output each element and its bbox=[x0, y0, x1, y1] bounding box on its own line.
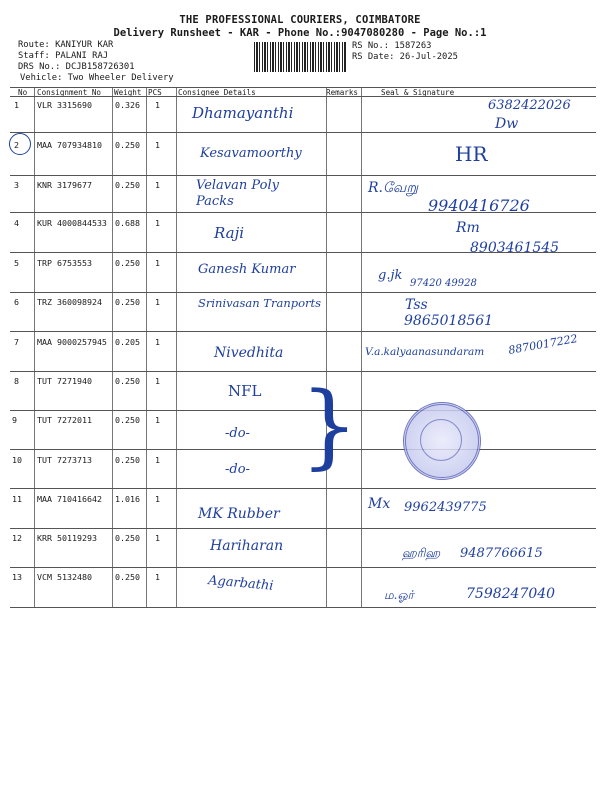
row-consignment-no: KNR 3179677 bbox=[37, 180, 92, 190]
row-weight: 0.250 bbox=[115, 297, 140, 307]
row-consignment-no: VCM 5132480 bbox=[37, 572, 92, 582]
row-consignment-no: KUR 4000844533 bbox=[37, 218, 107, 228]
table-top-rule bbox=[10, 87, 596, 88]
col-header-remarks: Remarks bbox=[326, 88, 359, 97]
drs-label: DRS No.: DCJB158726301 bbox=[18, 62, 135, 72]
column-divider bbox=[34, 87, 35, 607]
row-weight: 0.250 bbox=[115, 455, 140, 465]
staff-label: Staff: PALANI RAJ bbox=[18, 51, 109, 61]
consignee-handwriting: Agarbathi bbox=[207, 573, 275, 594]
consignee-handwriting: Velavan Poly Packs bbox=[196, 178, 279, 209]
circled-number-mark bbox=[9, 133, 31, 155]
phone-handwriting: 8903461545 bbox=[470, 240, 560, 256]
row-pcs: 1 bbox=[155, 258, 160, 268]
row-weight: 0.688 bbox=[115, 218, 140, 228]
phone-handwriting: 6382422026 bbox=[488, 98, 571, 113]
col-header-consignee: Consignee Details bbox=[178, 88, 256, 97]
row-sno: 4 bbox=[14, 218, 19, 228]
signature-handwriting: Mx bbox=[368, 496, 391, 512]
phone-handwriting: 7598247040 bbox=[466, 586, 556, 602]
col-header-pcs: PCS bbox=[148, 88, 162, 97]
row-sno: 10 bbox=[12, 455, 22, 465]
barcode-graphic bbox=[254, 42, 346, 72]
column-divider bbox=[326, 87, 327, 607]
signature-handwriting: ஹரிஹ bbox=[402, 546, 441, 560]
consignee-handwriting: Hariharan bbox=[210, 538, 284, 554]
row-pcs: 1 bbox=[155, 100, 160, 110]
phone-handwriting: 97420 49928 bbox=[410, 278, 477, 289]
row-consignment-no: MAA 710416642 bbox=[37, 494, 102, 504]
row-pcs: 1 bbox=[155, 337, 160, 347]
row-sno: 13 bbox=[12, 572, 22, 582]
row-rule bbox=[10, 132, 596, 133]
consignee-handwriting: Raji bbox=[214, 224, 245, 242]
row-rule bbox=[10, 567, 596, 568]
rs-number: RS No.: 1587263 bbox=[352, 41, 432, 51]
row-weight: 0.205 bbox=[115, 337, 140, 347]
consignee-handwriting: Kesavamoorthy bbox=[200, 146, 302, 161]
col-header-seal: Seal & Signature bbox=[381, 88, 455, 97]
signature-handwriting: HR bbox=[455, 142, 488, 166]
row-pcs: 1 bbox=[155, 297, 160, 307]
signature-handwriting: Dw bbox=[495, 116, 519, 132]
row-consignment-no: TRP 6753553 bbox=[37, 258, 92, 268]
row-sno: 5 bbox=[14, 258, 19, 268]
row-rule bbox=[10, 331, 596, 332]
row-consignment-no: KRR 50119293 bbox=[37, 533, 97, 543]
row-rule bbox=[10, 175, 596, 176]
row-rule bbox=[10, 528, 596, 529]
row-weight: 0.250 bbox=[115, 258, 140, 268]
row-pcs: 1 bbox=[155, 376, 160, 386]
table-bottom-rule bbox=[10, 607, 596, 608]
row-consignment-no: TUT 7272011 bbox=[37, 415, 92, 425]
route-label: Route: KANIYUR KAR bbox=[18, 40, 114, 50]
rs-date: RS Date: 26-Jul-2025 bbox=[352, 52, 458, 62]
grouping-brace-mark: } bbox=[300, 372, 359, 479]
row-pcs: 1 bbox=[155, 180, 160, 190]
signature-handwriting: g.jk bbox=[378, 268, 403, 283]
company-seal-stamp bbox=[403, 402, 481, 480]
row-sno: 3 bbox=[14, 180, 19, 190]
row-weight: 1.016 bbox=[115, 494, 140, 504]
row-pcs: 1 bbox=[155, 415, 160, 425]
row-pcs: 1 bbox=[155, 533, 160, 543]
column-divider bbox=[361, 87, 362, 607]
row-sno: 7 bbox=[14, 337, 19, 347]
phone-handwriting: 9487766615 bbox=[460, 546, 543, 561]
runsheet-title: Delivery Runsheet - KAR - Phone No.:9047080280 - Page No.:1 bbox=[113, 27, 487, 39]
row-weight: 0.250 bbox=[115, 180, 140, 190]
column-divider bbox=[146, 87, 147, 607]
consignee-handwriting: MK Rubber bbox=[198, 506, 280, 522]
signature-handwriting: Tss bbox=[405, 297, 428, 313]
row-weight: 0.250 bbox=[115, 572, 140, 582]
row-sno: 2 bbox=[14, 140, 19, 150]
phone-handwriting: 9962439775 bbox=[404, 500, 487, 515]
row-sno: 11 bbox=[12, 494, 22, 504]
row-sno: 8 bbox=[14, 376, 19, 386]
row-sno: 6 bbox=[14, 297, 19, 307]
row-rule bbox=[10, 488, 596, 489]
row-rule bbox=[10, 292, 596, 293]
row-consignment-no: TRZ 360098924 bbox=[37, 297, 102, 307]
col-header-consignment: Consignment No bbox=[37, 88, 102, 97]
consignee-handwriting: -do- bbox=[225, 462, 250, 477]
row-consignment-no: MAA 707934810 bbox=[37, 140, 102, 150]
row-pcs: 1 bbox=[155, 218, 160, 228]
consignee-handwriting: Dhamayanthi bbox=[192, 104, 294, 122]
row-sno: 1 bbox=[14, 100, 19, 110]
vehicle-label: Vehicle: Two Wheeler Delivery bbox=[20, 73, 174, 83]
phone-handwriting: 9865018561 bbox=[404, 313, 494, 329]
phone-handwriting: 8870017222 bbox=[507, 332, 579, 357]
row-sno: 12 bbox=[12, 533, 22, 543]
row-consignment-no: TUT 7273713 bbox=[37, 455, 92, 465]
row-weight: 0.250 bbox=[115, 415, 140, 425]
col-header-sno: No bbox=[18, 88, 28, 97]
consignee-handwriting: NFL bbox=[228, 382, 262, 400]
signature-handwriting: Rm bbox=[456, 220, 480, 236]
signature-handwriting: R.வேறு bbox=[368, 180, 419, 196]
row-pcs: 1 bbox=[155, 140, 160, 150]
row-consignment-no: TUT 7271940 bbox=[37, 376, 92, 386]
row-weight: 0.326 bbox=[115, 100, 140, 110]
consignee-handwriting: -do- bbox=[225, 426, 250, 441]
row-weight: 0.250 bbox=[115, 376, 140, 386]
row-consignment-no: MAA 9000257945 bbox=[37, 337, 107, 347]
column-divider bbox=[176, 87, 177, 607]
consignee-handwriting: Nivedhita bbox=[214, 345, 284, 361]
row-pcs: 1 bbox=[155, 494, 160, 504]
signature-handwriting: ம.ஓர் bbox=[384, 588, 414, 602]
phone-handwriting: 9940416726 bbox=[428, 196, 530, 215]
row-pcs: 1 bbox=[155, 455, 160, 465]
col-header-weight: Weight bbox=[114, 88, 142, 97]
signature-handwriting: V.a.kalyaanasundaram bbox=[365, 346, 485, 358]
consignee-handwriting: Ganesh Kumar bbox=[198, 262, 296, 277]
row-sno: 9 bbox=[12, 415, 17, 425]
column-divider bbox=[112, 87, 113, 607]
row-weight: 0.250 bbox=[115, 140, 140, 150]
consignee-handwriting: Srinivasan Tranports bbox=[198, 296, 322, 310]
company-title: THE PROFESSIONAL COURIERS, COIMBATORE bbox=[179, 14, 421, 26]
row-consignment-no: VLR 3315690 bbox=[37, 100, 92, 110]
row-pcs: 1 bbox=[155, 572, 160, 582]
row-weight: 0.250 bbox=[115, 533, 140, 543]
header-rule bbox=[10, 96, 596, 97]
